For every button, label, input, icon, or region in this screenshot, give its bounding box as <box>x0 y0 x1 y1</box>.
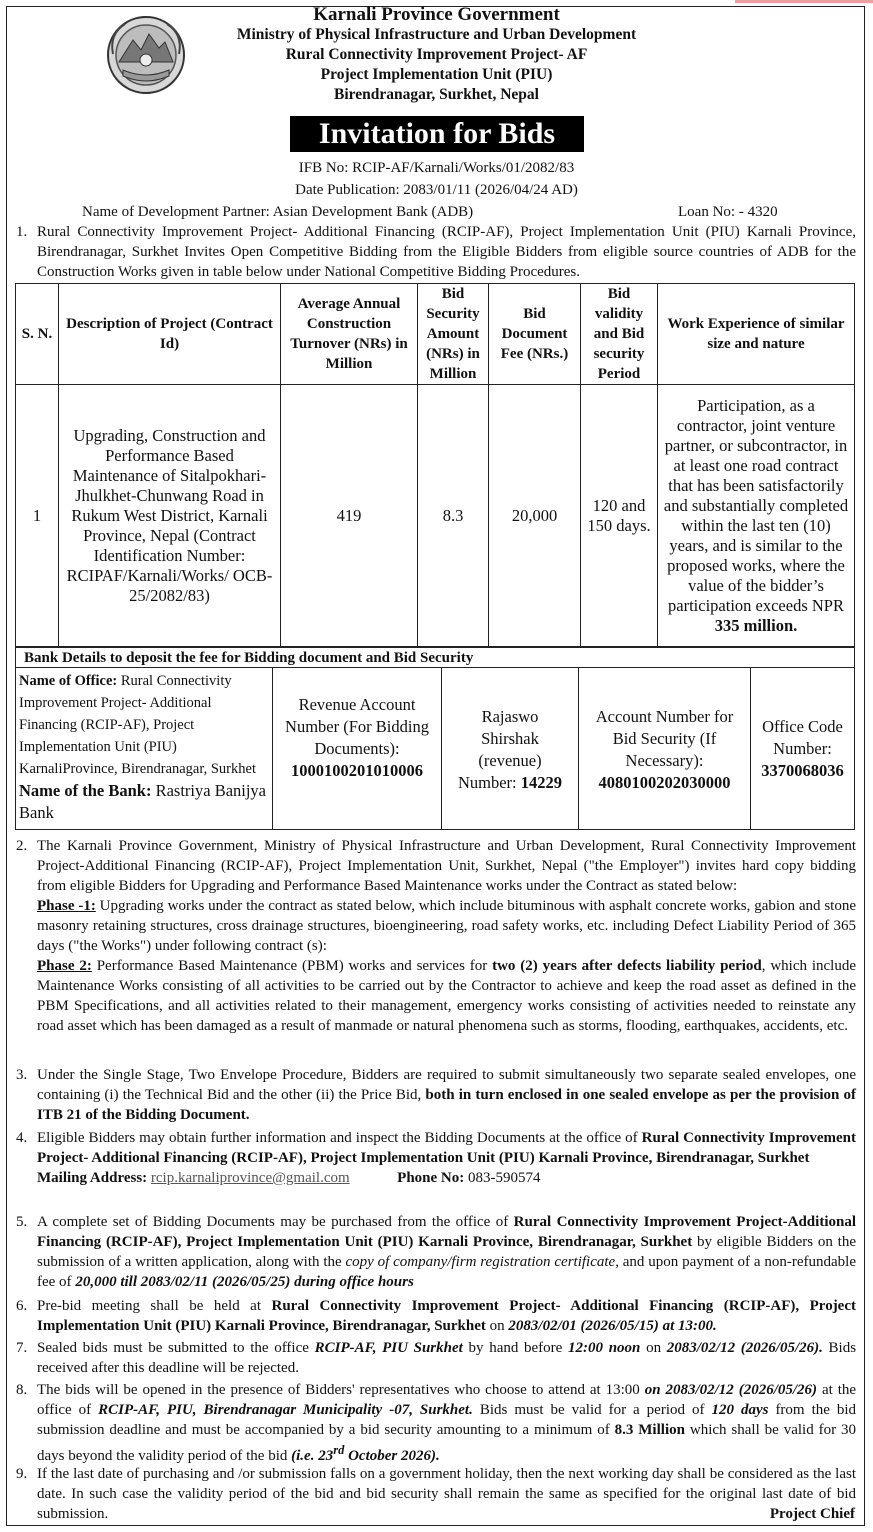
phase-1-label: Phase -1: <box>37 898 96 914</box>
paragraph-number: 7. <box>16 1340 28 1356</box>
office-code <box>751 716 854 782</box>
paragraph-4 <box>16 1128 856 1188</box>
header-bid-security: Bid Security Amount (NRs) in Million <box>418 284 489 385</box>
paragraph-text <box>37 1380 856 1466</box>
paragraph-7-text-d: Bids received after this deadline will be rejected. <box>37 1340 857 1376</box>
paragraph-5-certificate: copy of company/firm registration certificate <box>345 1254 616 1270</box>
bank-name-line <box>19 780 269 824</box>
header-bid-fee: Bid Document Fee (NRs.) <box>489 284 581 385</box>
revenue-account <box>273 694 441 782</box>
security-account-number: 4080100202030000 <box>598 773 731 792</box>
phone-value: 083-590574 <box>468 1170 541 1186</box>
cell-description: Upgrading, Construction and Performance Based Maintenance of Sitalpokhari-Jhulkhet-Chunwang Road in Rukum West District, Karnali Province, Nepal (Contract Identification Number: RCIPAF/Karnali/Works/ OCB-25/2082/83) <box>59 385 281 647</box>
paragraph-3-emphasis: both in turn enclosed in one sealed envelope as per the provision of ITB 21 of the Bidding Document. <box>37 1087 856 1123</box>
cell-turnover: 419 <box>281 385 418 647</box>
paragraph-3-text: Under the Single Stage, Two Envelope Procedure, Bidders are required to submit simultaneously two separate sealed envelopes, one containing (i) the Technical Bid and the other (ii) the Price Bid, <box>37 1067 856 1103</box>
top-accent-bar <box>735 0 873 3</box>
paragraph-5-text-c: , and upon payment of a non-refundable fee of <box>37 1254 856 1290</box>
paragraph-text <box>37 1296 856 1336</box>
paragraph-4-text: Eligible Bidders may obtain further information and inspect the Bidding Documents at the office of <box>37 1130 638 1146</box>
phase-2-text: Performance Based Maintenance (PBM) works and services for <box>96 958 488 974</box>
office-code-label: Office Code Number: <box>762 717 843 758</box>
paragraph-7-date: 2083/02/12 (2026/05/26). <box>666 1340 823 1356</box>
paragraph-7-text-a: Sealed bids must be submitted to the office <box>37 1340 309 1356</box>
letterhead <box>0 4 873 105</box>
paragraph-8-validity-month: October 2026). <box>348 1448 440 1464</box>
paragraph-8-validity-date: (i.e. 23 <box>291 1448 334 1464</box>
paragraph-8 <box>16 1380 856 1466</box>
rajaswo-label: Rajaswo Shirshak (revenue) Number: <box>457 707 542 792</box>
revenue-account-column <box>273 668 442 829</box>
phase-2-label: Phase 2: <box>37 958 92 974</box>
bank-name-label: Name of the Bank: <box>19 781 152 800</box>
security-account-label: Account Number for Bid Security (If Necessary): <box>595 707 734 770</box>
bank-details <box>15 647 855 830</box>
paragraph-text <box>37 1212 856 1292</box>
paragraph-5-text-b: by eligible Bidders on the submission of a written application, along with the <box>37 1234 856 1270</box>
paragraph-4-office: Rural Connectivity Improvement Project- Additional Financing (RCIP-AF), Project Implementation Unit (PIU) Karnali Province, Birendranagar, Surkhet <box>37 1130 857 1166</box>
paragraph-6-office: Rural Connectivity Improvement Project- Additional Financing (RCIP-AF), Project Implementation Unit (PIU) Karnali Province, Birendranagar, Surkhet <box>37 1298 856 1334</box>
paragraph-number: 8. <box>16 1382 28 1398</box>
cell-bid-security: 8.3 <box>418 385 489 647</box>
rajaswo-column <box>442 668 579 829</box>
ifb-number: IFB No: RCIP-AF/Karnali/Works/01/2082/83 <box>298 160 575 176</box>
development-partner: Name of Development Partner: Asian Development Bank (ADB) <box>82 204 474 220</box>
paragraph-text <box>37 1338 856 1378</box>
office-code-value: 3370068036 <box>761 761 844 780</box>
paragraph-8-ordinal: rd <box>333 1443 345 1457</box>
phone-label: Phone No: <box>397 1170 465 1186</box>
office-name: Karnali Province Government <box>313 4 560 25</box>
phase-2-period: two (2) years after defects liability period <box>492 958 762 974</box>
paragraph-8-amount: 8.3 Million <box>614 1422 685 1438</box>
signatory: Project Chief <box>769 1506 855 1522</box>
address: Birendranagar, Surkhet, Nepal <box>334 86 539 103</box>
bank-details-title: Bank Details to deposit the fee for Bidding document and Bid Security <box>16 648 854 668</box>
paragraph-number: 4. <box>16 1130 28 1146</box>
paragraph-7-text-c: on <box>646 1340 662 1356</box>
paragraph-text: If the last date of purchasing and /or submission falls on a government holiday, then the next working day shall be considered as the last date. In such case the validity period of the bid and bid security shall remain the same as specified for the original last date of bid submission. <box>37 1466 856 1522</box>
paragraph-number: 1. <box>16 224 28 240</box>
paragraph-text <box>37 836 856 1036</box>
security-account-column <box>579 668 751 829</box>
cell-bid-fee: 20,000 <box>489 385 581 647</box>
paragraph-6 <box>16 1296 856 1336</box>
bank-office-column <box>16 668 273 829</box>
paragraph-2 <box>16 836 856 1036</box>
paragraph-5-text-a: A complete set of Bidding Documents may be purchased from the office of <box>37 1214 509 1230</box>
rajaswo-value: 14229 <box>520 773 563 792</box>
paragraph-text <box>37 1128 856 1188</box>
page-title: Invitation for Bids <box>290 116 584 152</box>
header-turnover: Average Annual Construction Turnover (NRs) in Million <box>281 284 418 385</box>
paragraph-6-text-b: on <box>489 1318 505 1334</box>
paragraph-number: 3. <box>16 1067 28 1083</box>
paragraph-number: 6. <box>16 1298 28 1314</box>
office-code-column <box>751 668 854 829</box>
cell-sn: 1 <box>16 385 59 647</box>
paragraph-1 <box>16 222 856 282</box>
publication-date: Date Publication: 2083/01/11 (2026/04/24 AD) <box>295 182 578 198</box>
paragraph-6-date: 2083/02/01 (2026/05/15) at 13:00. <box>508 1318 717 1334</box>
cell-experience <box>658 385 855 647</box>
office-label: Name of Office: <box>19 673 118 689</box>
paragraph-2-intro: The Karnali Province Government, Ministry of Physical Infrastructure and Urban Development, Rural Connectivity Improvement Project-Additional Financing (RCIP-AF), Project Implementation Unit, Surkhet, Nepal ("the Employer") invites hard copy bidding from eligible Bidders for Upgrading and Performance Based Maintenance works under the Contract as stated below: <box>37 838 856 894</box>
office-value: Rural Connectivity Improvement Project- Additional Financing (RCIP-AF), Project Implementation Unit (PIU) KarnaliProvince, Birendranagar, Surkhet <box>19 673 256 777</box>
header-sn: S. N. <box>16 284 59 385</box>
mailing-address-link[interactable]: rcip.karnaliprovince@gmail.com <box>150 1170 350 1186</box>
paragraph-text: Rural Connectivity Improvement Project- Additional Financing (RCIP-AF), Project Implementation Unit (PIU) Karnali Province, Birendranagar, Surkhet Invites Open Competitive Bidding from the Eligible Bidders from eligible source countries of ADB for the Construction Works given in table below under National Competitive Bidding Procedures. <box>37 224 856 280</box>
bank-name-value: Rastriya Banijya Bank <box>19 781 267 822</box>
paragraph-5 <box>16 1212 856 1292</box>
mailing-address-label: Mailing Address: <box>37 1170 148 1186</box>
revenue-account-number: 1000100201010006 <box>291 761 423 780</box>
paragraph-6-text-a: Pre-bid meeting shall be held at <box>37 1298 261 1314</box>
security-account <box>579 706 750 794</box>
unit-name: Project Implementation Unit (PIU) <box>320 66 553 83</box>
office-details <box>16 668 272 826</box>
paragraph-number: 9. <box>16 1466 28 1482</box>
paragraph-8-text-a: The bids will be opened in the presence of Bidders' representatives who choose to attend at 13:00 <box>37 1382 640 1398</box>
cell-validity: 120 and 150 days. <box>581 385 658 647</box>
paragraph-8-text-b: at the office of <box>37 1382 857 1418</box>
paragraph-8-text-c: Bids must be valid for a period of <box>479 1402 705 1418</box>
project-name: Rural Connectivity Improvement Project- AF <box>285 46 588 63</box>
paragraph-7-text-b: by hand before <box>468 1340 563 1356</box>
header-experience: Work Experience of similar size and nature <box>658 284 855 385</box>
paragraph-5-fee-deadline: 20,000 till 2083/02/11 (2026/05/25) during office hours <box>75 1274 414 1290</box>
rajaswo-number <box>442 706 578 794</box>
paragraph-3 <box>16 1065 856 1125</box>
paragraph-8-office: RCIP-AF, PIU, Birendranagar Municipality -07, Surkhet. <box>98 1402 473 1418</box>
experience-text: Participation, as a contractor, joint venture partner, or subcontractor, in at least one road contract that has been satisfactorily and substantially completed within the last ten (10) years, and is similar to the proposed works, where the value of the bidder’s participation exceeds NPR <box>663 395 849 615</box>
paragraph-8-text-e: which shall be valid for 30 days beyond the validity period of the bid <box>37 1422 857 1464</box>
experience-amount: 335 million. <box>714 615 798 635</box>
paragraph-8-days: 120 days <box>711 1402 769 1418</box>
header-validity: Bid validity and Bid security Period <box>581 284 658 385</box>
paragraph-number: 2. <box>16 838 28 854</box>
paragraph-number: 5. <box>16 1214 28 1230</box>
paragraph-9 <box>16 1464 856 1524</box>
paragraph-8-date: on 2083/02/12 (2026/05/26) <box>644 1382 818 1398</box>
paragraph-7 <box>16 1338 856 1378</box>
paragraph-5-office: Rural Connectivity Improvement Project-Additional Financing (RCIP-AF), Project Implementation Unit (PIU) Karnali Province, Birendranagar, Surkhet <box>37 1214 856 1250</box>
paragraph-7-office: RCIP-AF, PIU Surkhet <box>314 1340 463 1356</box>
paragraph-8-text-d: from the bid submission deadline and must be accompanied by a bid security amounting to a minimum of <box>37 1402 857 1438</box>
ministry-name: Ministry of Physical Infrastructure and Urban Development <box>236 26 637 43</box>
phase-2-detail: , which include Maintenance Works consisting of all activities to be carried out by the Contractor to achieve and keep the road asset as defined in the PBM Specifications, and all activities related to their management, emergency works consisting of activities needed to reinstate any road asset which has been damaged as a result of manmade or natural phenomena such as storms, flooding, earthquakes, accidents, etc. <box>37 958 857 1034</box>
contract-table <box>15 283 855 647</box>
revenue-account-label: Revenue Account Number (For Bidding Documents): <box>285 695 429 758</box>
paragraph-7-time: 12:00 noon <box>568 1340 641 1356</box>
loan-number: Loan No: - 4320 <box>678 204 778 220</box>
phase-1-text: Upgrading works under the contract as stated below, which include bituminous with asphalt concrete works, gabion and stone masonry retaining structures, cross drainage structures, bioengineering, road safety works, etc. including Defect Liability Period of 365 days ("the Works") under following contract (s): <box>37 898 857 954</box>
paragraph-text <box>37 1065 856 1125</box>
header-description: Description of Project (Contract Id) <box>59 284 281 385</box>
